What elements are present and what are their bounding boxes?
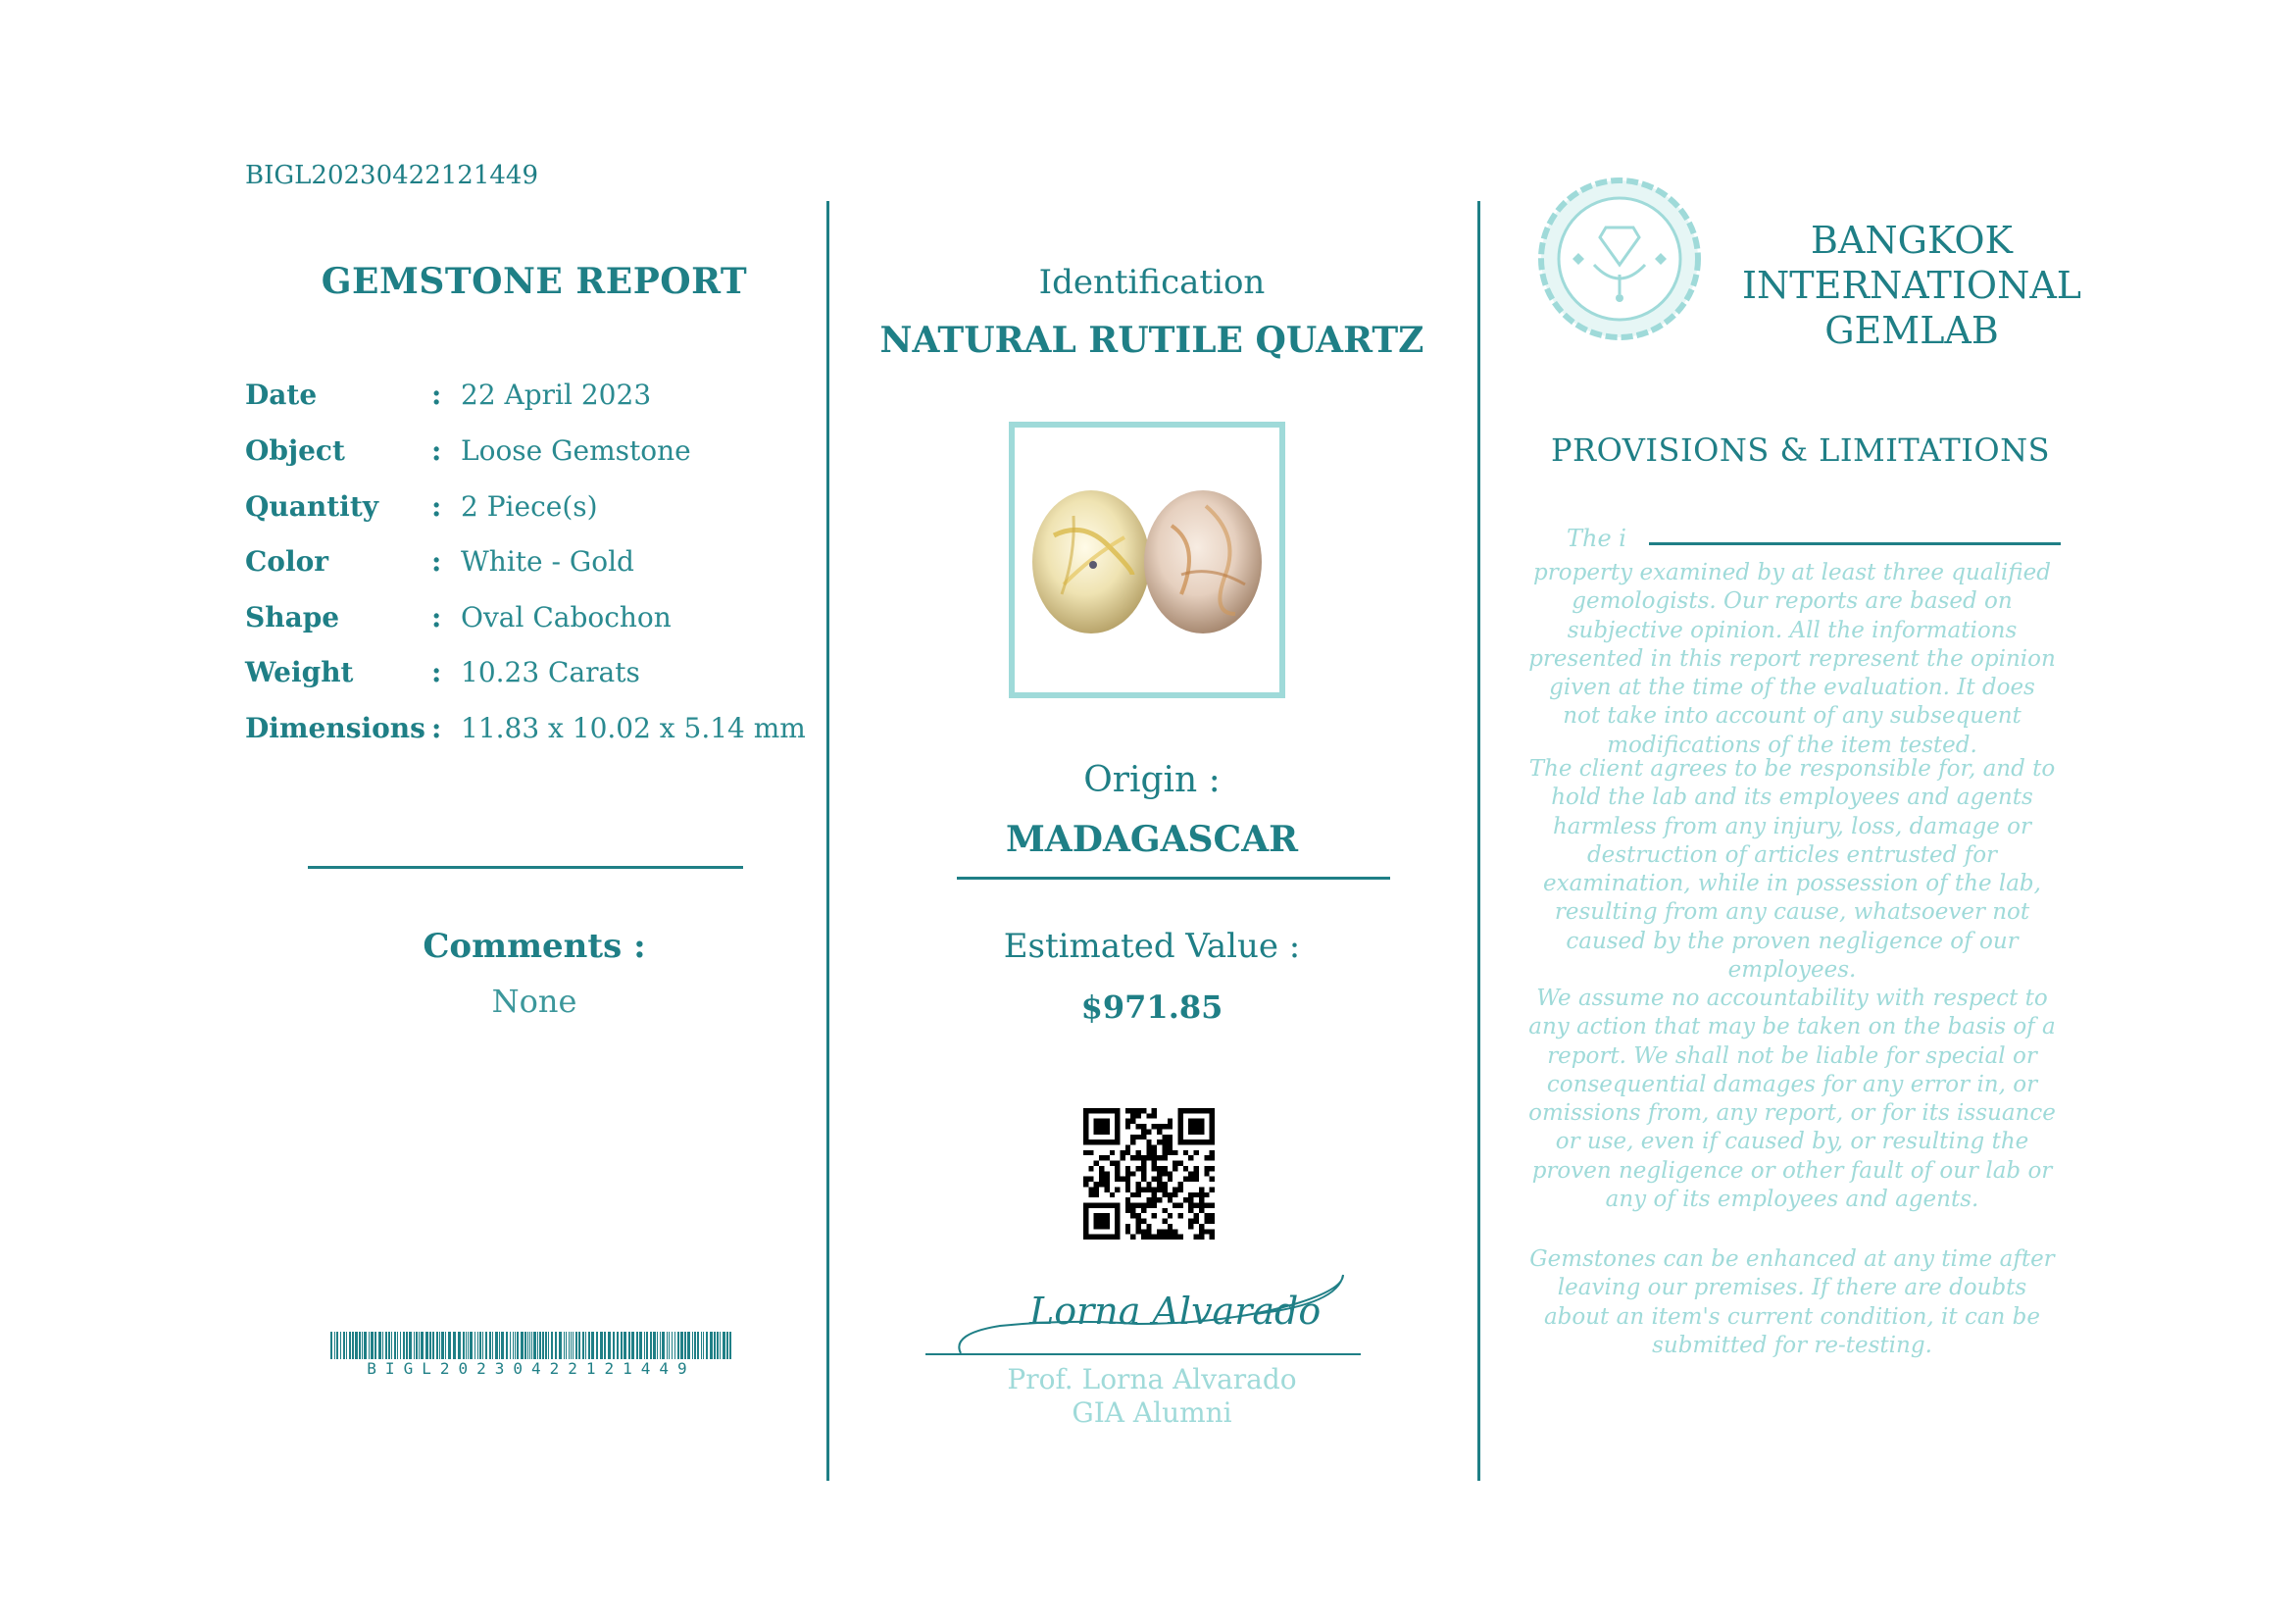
- field-separator: :: [431, 434, 442, 467]
- field-separator: :: [431, 545, 442, 578]
- origin-label: Origin :: [1083, 760, 1221, 800]
- field-label: Shape: [245, 601, 340, 633]
- origin-value: MADAGASCAR: [1005, 819, 1299, 860]
- lab-name: [1735, 218, 2088, 353]
- field-label: Weight: [245, 656, 354, 688]
- identification-value: NATURAL RUTILE QUARTZ: [879, 320, 1424, 361]
- comments-value: None: [491, 983, 577, 1020]
- provisions-title: PROVISIONS & LIMITATIONS: [1551, 431, 2050, 469]
- field-row-weight: [245, 656, 640, 695]
- field-label: Object: [245, 434, 345, 467]
- field-value: Oval Cabochon: [461, 601, 672, 633]
- provisions-line: [1649, 542, 2061, 545]
- estimated-value: $971.85: [1080, 988, 1223, 1026]
- field-value: 2 Piece(s): [461, 490, 598, 523]
- lab-name-line: BANGKOK: [1811, 219, 2013, 262]
- field-row-color: [245, 545, 634, 584]
- report-number: BIGL20230422121449: [245, 161, 538, 190]
- field-label: Quantity: [245, 490, 379, 523]
- field-value: 10.23 Carats: [461, 656, 640, 688]
- estimated-value-label: Estimated Value :: [1003, 927, 1301, 966]
- field-row-quantity: [245, 490, 598, 530]
- field-row-dimensions: [245, 712, 806, 751]
- signer-title: GIA Alumni: [1072, 1396, 1232, 1429]
- field-separator: :: [431, 379, 442, 411]
- field-row-shape: [245, 601, 672, 640]
- provisions-paragraph: We assume no accountability with respect to any action that may be taken on the basis of a report. We shall not be liable for special or consequential damages for any error in, or omissions from, any report, or for its issuance or use, even if caused by, or resulting the proven negligence or other fault of our lab or any of its employees and agents.: [1528, 986, 2056, 1213]
- field-label: Dimensions: [245, 712, 425, 744]
- field-separator: :: [431, 490, 442, 523]
- field-label: Date: [245, 379, 318, 411]
- field-separator: :: [431, 656, 442, 688]
- field-separator: :: [431, 712, 442, 744]
- field-label: Color: [245, 545, 329, 578]
- identification-label: Identification: [1038, 263, 1266, 302]
- field-value: Loose Gemstone: [461, 434, 691, 467]
- gemstone-image: [1015, 428, 1279, 692]
- provisions-paragraph: property examined by at least three qualified gemologists. Our reports are based on subjective opinion. All the informations presented in this report represent the opinion given at the time of the evaluation. It does not take into account of any subsequent modifications of the item tested.: [1528, 560, 2056, 758]
- signature: [941, 1265, 1353, 1363]
- report-title: GEMSTONE REPORT: [321, 261, 748, 302]
- column-divider-right: [1477, 201, 1480, 1481]
- field-value: 11.83 x 10.02 x 5.14 mm: [461, 712, 806, 744]
- lab-seal-icon: [1537, 177, 1702, 341]
- provisions-intro-fragment: The i: [1567, 525, 1626, 552]
- left-divider-line: [308, 866, 743, 869]
- provisions-paragraph: Gemstones can be enhanced at any time after leaving our premises. If there are doubts about an item's current condition, it can be submitted for re-testing.: [1529, 1246, 2055, 1358]
- gemstone-photo: [1009, 422, 1285, 698]
- lab-name-line: INTERNATIONAL: [1741, 264, 2081, 307]
- comments-label: Comments :: [423, 927, 646, 966]
- field-row-date: [245, 379, 651, 418]
- signer-name: Prof. Lorna Alvarado: [1007, 1363, 1297, 1395]
- field-value: White - Gold: [461, 545, 634, 578]
- qr-code-icon: [1083, 1108, 1215, 1240]
- field-separator: :: [431, 601, 442, 633]
- middle-divider-line: [957, 877, 1390, 880]
- lab-name-line: GEMLAB: [1824, 309, 1999, 352]
- provisions-paragraph: The client agrees to be responsible for, and to hold the lab and its employees and agents harmless from any injury, loss, damage or destruction of articles entrusted for examination, while in possession of the lab, resulting from any cause, whatsoever not caused by the proven negligence of our employees.: [1528, 756, 2056, 984]
- barcode-text: BIGL20230422121449: [367, 1359, 696, 1378]
- signature-script: Lorna Alvarado: [1029, 1290, 1322, 1333]
- field-row-object: [245, 434, 691, 474]
- signature-line: [925, 1353, 1361, 1355]
- field-value: 22 April 2023: [461, 379, 652, 411]
